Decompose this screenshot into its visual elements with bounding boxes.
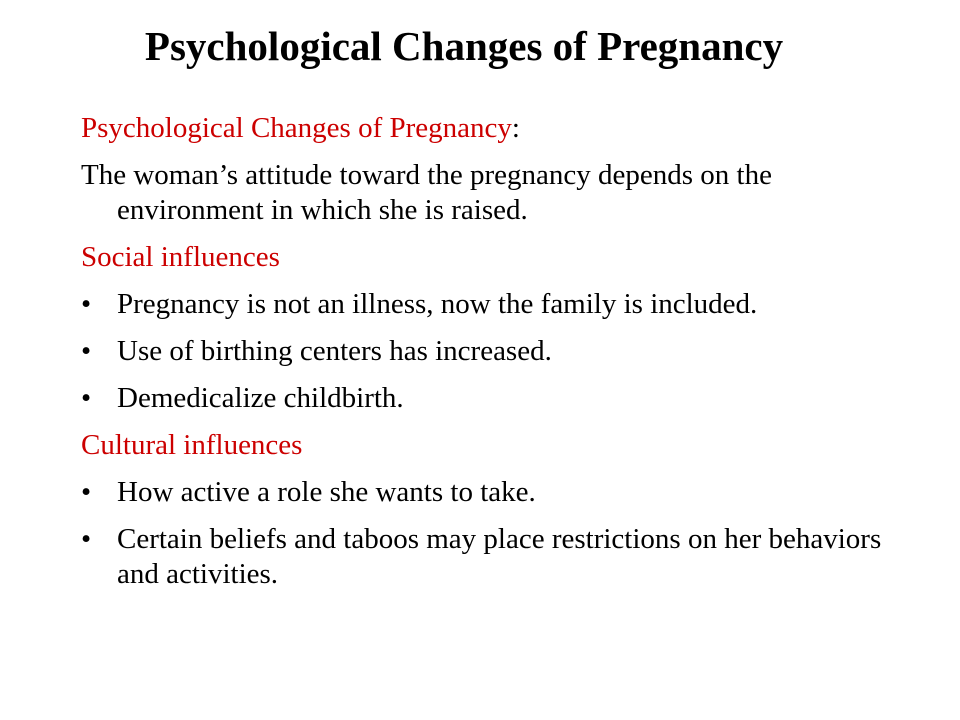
bullet-item	[81, 522, 911, 592]
bullet-icon: •	[81, 523, 92, 555]
main-heading-text: Psychological Changes of Pregnancy	[81, 112, 512, 144]
section-heading-social: Social influences	[81, 241, 280, 273]
slide-body	[81, 111, 911, 604]
bullet-text: Certain beliefs and taboos may place restrictions on her behaviors and activities.	[117, 523, 882, 590]
bullet-item	[81, 381, 911, 416]
bullet-icon: •	[81, 382, 92, 414]
bullet-icon: •	[81, 476, 92, 508]
bullet-item	[81, 287, 911, 322]
bullet-text: Pregnancy is not an illness, now the family is included.	[117, 288, 758, 320]
intro-paragraph: The woman’s attitude toward the pregnancy depends on the environment in which she is raised.	[81, 159, 772, 226]
bullet-text: Use of birthing centers has increased.	[117, 335, 552, 367]
section-heading-cultural: Cultural influences	[81, 429, 303, 461]
slide-title: Psychological Changes of Pregnancy	[144, 23, 784, 69]
main-heading-suffix: :	[511, 112, 520, 144]
bullet-icon: •	[81, 335, 92, 367]
bullet-text: How active a role she wants to take.	[117, 476, 536, 508]
bullet-item	[81, 475, 911, 510]
bullet-icon: •	[81, 288, 92, 320]
bullet-item	[81, 334, 911, 369]
bullet-text: Demedicalize childbirth.	[117, 382, 404, 414]
section-heading-main	[81, 111, 911, 146]
